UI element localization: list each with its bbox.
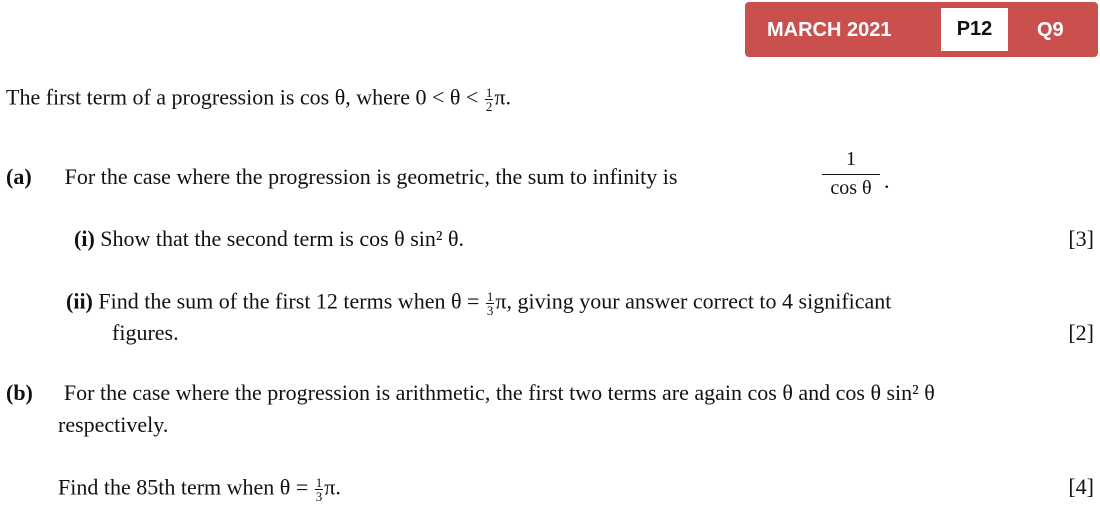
intro-fraction: $\frac{1}{2}$ — [485, 85, 493, 114]
part-a-ii-text-post: π, giving your answer correct to 4 significant — [495, 288, 892, 314]
part-a-ii-fraction: $\frac{1}{3}$ — [486, 289, 494, 318]
intro-tail: π. — [494, 84, 511, 110]
part-a-line — [6, 166, 677, 188]
part-b-mark: [4] — [1068, 474, 1094, 499]
part-b-line2: respectively. — [58, 412, 169, 437]
part-a-ii-text-pre: Find the sum of the first 12 terms when θ = — [98, 288, 485, 314]
exam-month: MARCH 2021 — [767, 19, 892, 41]
sum-to-infinity-fraction — [822, 148, 880, 200]
part-a-ii-mark: [2] — [1068, 320, 1094, 345]
part-a-label: (a) — [6, 164, 32, 189]
part-a-i-text: Show that the second term is cos θ sin² θ. — [100, 226, 465, 251]
fraction-numerator: 1 — [822, 148, 880, 175]
part-a-tail: . — [884, 168, 890, 193]
question-number: Q9 — [1037, 19, 1064, 41]
part-a-i-line — [74, 228, 464, 250]
part-b-find-line — [58, 476, 341, 503]
intro-line — [6, 86, 511, 113]
intro-text: The first term of a progression is cos θ, where 0 < θ < — [6, 84, 484, 110]
fraction-denominator: cos θ — [830, 177, 872, 199]
part-a-i-mark: [3] — [1068, 226, 1094, 251]
part-b-line1: For the case where the progression is arithmetic, the first two terms are again cos θ and cos θ sin² θ — [63, 380, 935, 405]
question-badge — [745, 2, 1098, 57]
part-b-line — [6, 382, 935, 404]
part-b-fraction: $\frac{1}{3}$ — [315, 475, 323, 504]
part-a-ii-line — [66, 290, 891, 317]
part-b-label: (b) — [6, 380, 33, 405]
part-a-i-label: (i) — [74, 226, 95, 251]
part-a-ii-label: (ii) — [66, 288, 93, 314]
part-a-text: For the case where the progression is geometric, the sum to infinity is — [64, 164, 678, 189]
part-b-find-pre: Find the 85th term when θ = — [58, 474, 314, 500]
part-b-find-post: π. — [324, 474, 341, 500]
part-a-ii-line2: figures. — [112, 320, 179, 345]
paper-code: P12 — [941, 8, 1008, 51]
